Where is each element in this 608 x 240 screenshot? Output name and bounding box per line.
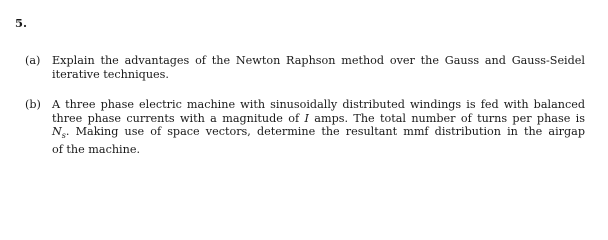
part-a-line-2: iterative techniques. <box>52 67 169 81</box>
turns-symbol-subscript: s <box>61 131 66 141</box>
turns-symbol-base: N <box>52 125 62 139</box>
part-b-line-4: of the machine. <box>52 143 141 157</box>
part-b-line-2 <box>52 112 585 126</box>
current-symbol: I <box>304 111 309 125</box>
part-b-text <box>52 98 585 157</box>
part-b-line-1: A three phase electric machine with sinusoidally distributed windings is fed with balanced <box>52 98 585 111</box>
question-part-a <box>25 54 585 81</box>
part-b-line-3: $N_s$. Making use of space vectors, determine the resultant mmf distribution in the airgap <box>52 125 585 141</box>
part-b-label: (b) <box>25 98 41 111</box>
part-a-text <box>52 54 585 81</box>
turns-symbol <box>52 125 66 141</box>
part-a-line-1: Explain the advantages of the Newton Raphson method over the Gauss and Gauss-Seidel <box>52 54 585 67</box>
part-a-label: (a) <box>25 54 41 67</box>
part-b-line-2-start: three phase currents with a magnitude of <box>52 111 300 125</box>
question-part-b <box>25 98 585 157</box>
question-number: 5. <box>15 16 28 30</box>
part-b-line-2-end: amps. The total number of turns per phase is <box>314 111 585 125</box>
part-b-line-3-text: Making use of space vectors, determine the resultant mmf distribution in the airgap <box>75 125 585 139</box>
